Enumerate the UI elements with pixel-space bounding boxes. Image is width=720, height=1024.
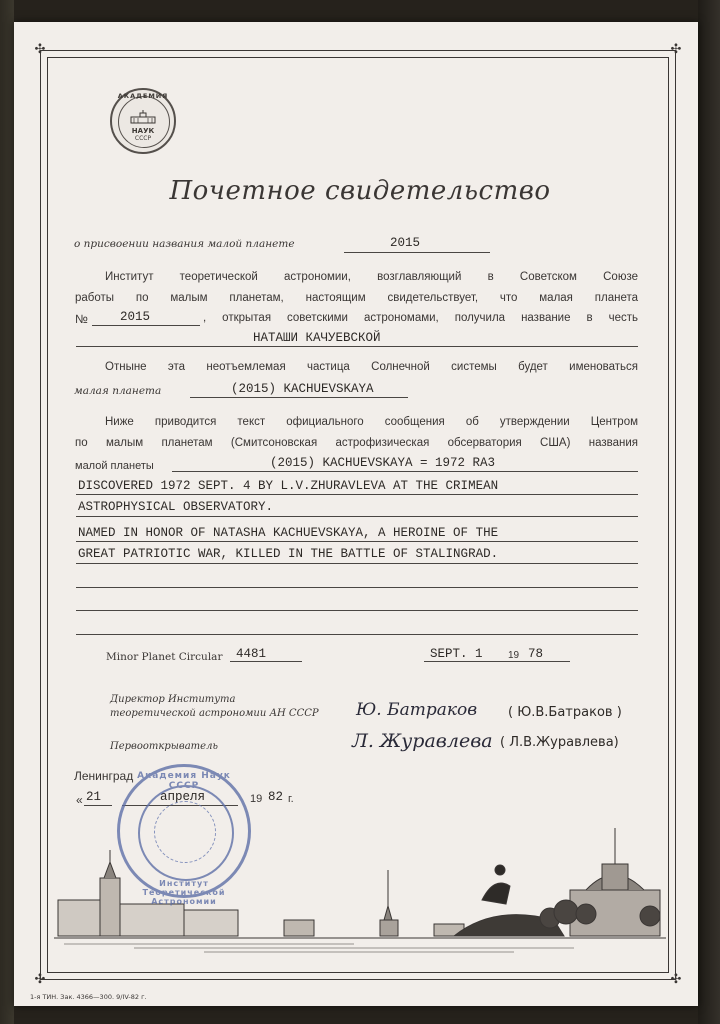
fill-line	[76, 346, 638, 347]
director-title-line2: теоретической астрономии АН СССР	[110, 708, 319, 719]
place: Ленинград	[74, 769, 134, 783]
director-title-line1: Директор Института	[110, 694, 236, 705]
certificate-title: Почетное свидетельство	[169, 176, 551, 206]
fill-line	[76, 634, 638, 635]
circular-year: 78	[528, 647, 544, 661]
para1-number: 2015	[120, 310, 151, 324]
para2-prefix: малая планета	[74, 385, 162, 397]
circular-label: Minor Planet Circular	[106, 651, 223, 663]
fill-line	[76, 516, 638, 517]
citation-line: DISCOVERED 1972 SEPT. 4 BY L.V.ZHURAVLEVA AT THE CRIMEAN	[78, 479, 499, 493]
para3-designation: (2015) KACHUEVSKAYA = 1972 RA3	[270, 456, 496, 470]
background-right	[698, 0, 720, 1024]
para3-line2: по малым планетам (Смитсоновская астрофизическая обсерватория США) названия	[75, 437, 638, 449]
background-left	[0, 0, 14, 1024]
official-stamp	[117, 764, 251, 906]
honoree-name: НАТАШИ КАЧУЕВСКОЙ	[253, 331, 381, 345]
issue-year-suffix: г.	[288, 793, 294, 805]
circular-date: SEPT. 1	[430, 647, 483, 661]
stamp-bottom-text: Институт Теоретической Астрономии	[142, 879, 226, 906]
issue-date-quote-open: «	[76, 793, 83, 807]
corner-ornament-icon: ✣	[34, 972, 46, 987]
discoverer-title: Первооткрыватель	[110, 741, 218, 752]
seal-line2: СССР	[134, 135, 152, 142]
fill-line	[84, 805, 112, 806]
academy-building-icon	[130, 110, 156, 124]
fill-line	[76, 563, 638, 564]
stamp-emblem-ring	[154, 801, 216, 863]
assign-prefix: о присвоении названия малой планете	[74, 238, 295, 250]
citation-line: ASTROPHYSICAL OBSERVATORY.	[78, 500, 274, 514]
corner-ornament-icon: ✣	[670, 972, 682, 987]
para3-line1: Ниже приводится текст официального сообщения об утверждении Центром	[105, 416, 638, 428]
circular-year-prefix: 19	[508, 650, 520, 661]
fill-line	[92, 325, 200, 326]
fill-line	[76, 494, 638, 495]
citation-line: GREAT PATRIOTIC WAR, KILLED IN THE BATTLE OF STALINGRAD.	[78, 547, 499, 561]
director-signature: Ю. Батраков	[356, 700, 478, 720]
discoverer-signature: Л. Журавлева	[352, 730, 493, 752]
fill-line	[190, 397, 408, 398]
fill-line	[172, 471, 638, 472]
para1-after-number: , открытая советскими астрономами, получила название в честь	[203, 312, 638, 324]
para2-line1: Отныне эта неотъемлемая частица Солнечной системы будет именоваться	[105, 361, 638, 373]
academy-seal-logo	[110, 88, 176, 154]
issue-year: 82	[268, 790, 284, 804]
circular-number: 4481	[236, 647, 267, 661]
director-name: ( Ю.В.Батраков )	[508, 705, 622, 720]
number-sign: №	[75, 312, 88, 326]
corner-ornament-icon: ✣	[670, 42, 682, 57]
seal-arc-text: АКАДЕМИЯ	[117, 92, 169, 100]
fill-line	[76, 610, 638, 611]
discoverer-name: ( Л.В.Журавлева)	[500, 735, 619, 750]
print-footer: 1-я ТИН. Зак. 4366—300. 9/IV-82 г.	[30, 993, 147, 1001]
fill-line	[76, 587, 638, 588]
fill-line	[230, 661, 302, 662]
issue-day: 21	[86, 790, 102, 804]
para3-prefix: малой планеты	[75, 460, 154, 472]
stamp-top-text: Академия Наук СССР	[137, 771, 231, 791]
issue-month: апреля	[160, 790, 206, 804]
issue-year-prefix: 19	[250, 793, 263, 805]
para2-planet-name: (2015) KACHUEVSKAYA	[231, 382, 374, 396]
fill-line	[344, 252, 490, 253]
fill-line	[76, 541, 638, 542]
corner-ornament-icon: ✣	[34, 42, 46, 57]
seal-line1: НАУК	[131, 127, 155, 135]
para1-line2: работы по малым планетам, настоящим свидетельствует, что малая планета	[75, 292, 638, 304]
para1-line1: Институт теоретической астрономии, возглавляющий в Советском Союзе	[105, 271, 638, 283]
fill-line	[424, 661, 570, 662]
citation-line: NAMED IN HONOR OF NATASHA KACHUEVSKAYA, A HEROINE OF THE	[78, 526, 499, 540]
planet-number: 2015	[390, 236, 421, 250]
